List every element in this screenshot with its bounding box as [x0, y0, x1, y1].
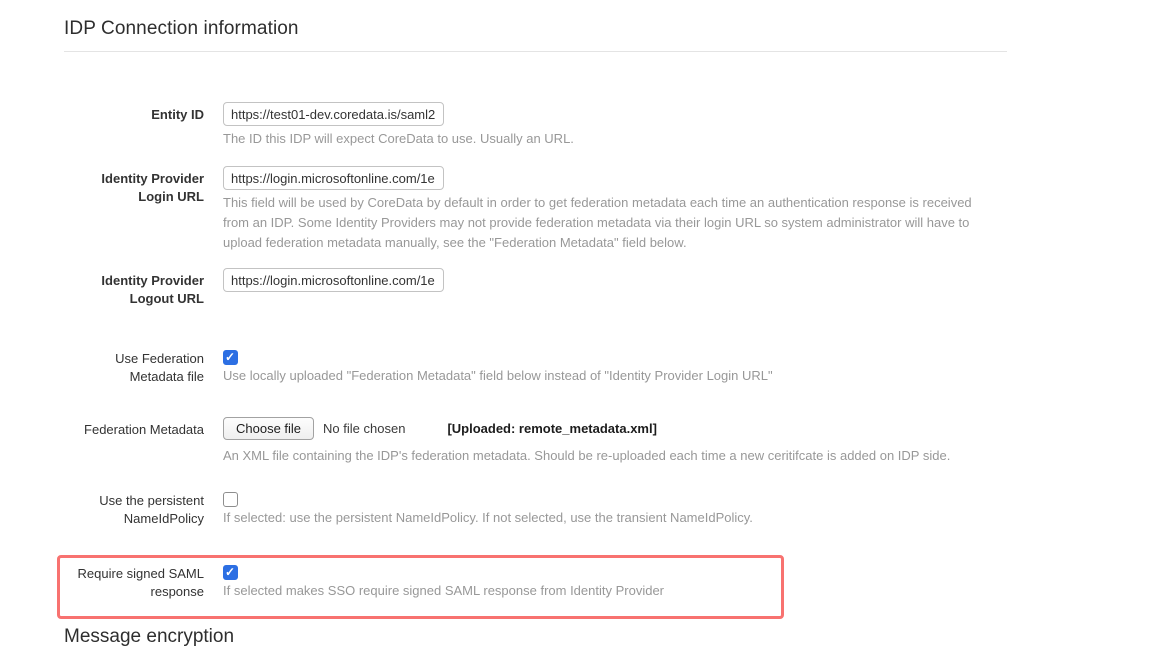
checkmark-icon: ✓: [225, 565, 236, 579]
use-federation-metadata-label: Use Federation Metadata file: [115, 351, 204, 384]
choose-file-button[interactable]: Choose file: [223, 417, 314, 440]
entity-id-help: The ID this IDP will expect CoreData to use. Usually an URL.: [223, 131, 574, 146]
persistent-nameid-checkbox[interactable]: [223, 492, 238, 507]
require-signed-saml-label: Require signed SAML response: [77, 566, 204, 599]
use-federation-metadata-checkbox[interactable]: [223, 350, 238, 365]
field-row-federation-metadata: [64, 417, 1153, 466]
login-url-help: This field will be used by CoreData by default in order to get federation metadata each time an authentication response is received from an IDP. Some Identity Providers may not provide federation metadata via their login URL so system administrator will have to upload federation metadata manually, see the "Federation Metadata" field below.: [223, 195, 972, 250]
section-title: IDP Connection information: [64, 18, 299, 39]
persistent-nameid-help: If selected: use the persistent NameIdPolicy. If not selected, use the transient NameIdPolicy.: [223, 510, 753, 525]
field-row-login-url: [64, 166, 1153, 253]
federation-metadata-label: Federation Metadata: [84, 422, 204, 437]
file-status-text: No file chosen: [323, 421, 406, 436]
federation-metadata-help: An XML file containing the IDP's federation metadata. Should be re-uploaded each time a new ceritifcate is added on IDP side.: [223, 448, 951, 463]
field-row-persistent-nameid: [64, 490, 1153, 528]
entity-id-label: Entity ID: [151, 107, 204, 122]
persistent-nameid-label: Use the persistent NameIdPolicy: [99, 493, 204, 526]
login-url-label: Identity Provider Login URL: [101, 171, 204, 204]
logout-url-input[interactable]: [223, 268, 444, 292]
field-row-use-federation-metadata: [64, 348, 1153, 386]
logout-url-label: Identity Provider Logout URL: [101, 273, 204, 306]
field-row-require-signed-saml: [64, 563, 781, 601]
checkmark-icon: ✓: [225, 350, 236, 364]
entity-id-input[interactable]: [223, 102, 444, 126]
field-row-logout-url: [64, 268, 1153, 308]
uploaded-file-note: [Uploaded: remote_metadata.xml]: [447, 421, 657, 436]
require-signed-saml-checkbox[interactable]: [223, 565, 238, 580]
field-row-entity-id: [64, 102, 1153, 149]
highlight-annotation-box: [57, 555, 784, 619]
login-url-input[interactable]: [223, 166, 444, 190]
next-section-title: Message encryption: [64, 626, 235, 647]
require-signed-saml-help: If selected makes SSO require signed SAML response from Identity Provider: [223, 583, 664, 598]
use-federation-metadata-help: Use locally uploaded "Federation Metadata" field below instead of "Identity Provider Login URL": [223, 368, 773, 383]
section-divider: [64, 51, 1007, 52]
idp-connection-form: [64, 102, 1153, 619]
